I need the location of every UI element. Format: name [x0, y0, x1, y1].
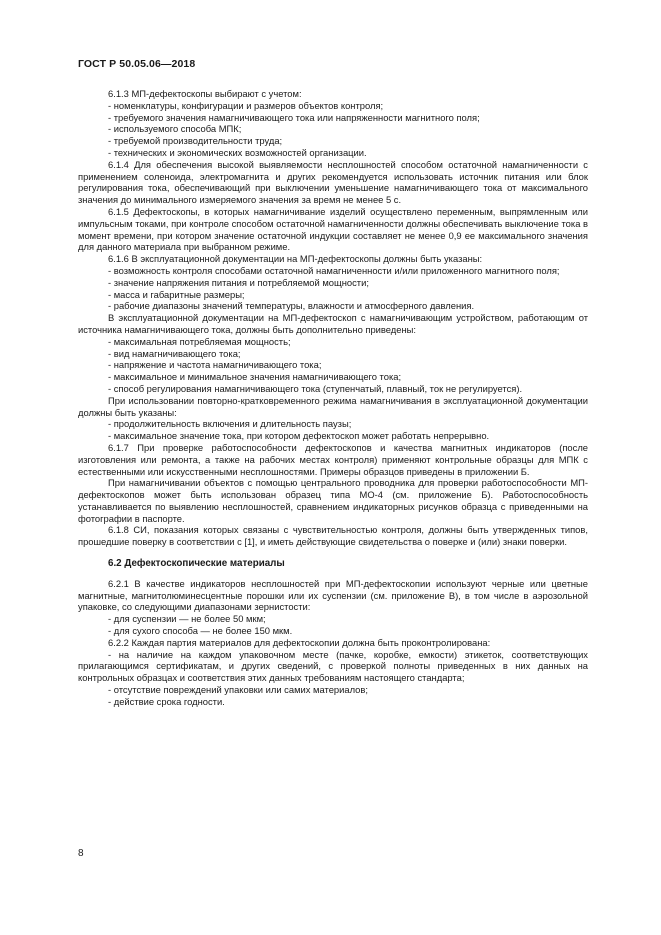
list-item: - для суспензии — не более 50 мкм; [108, 613, 266, 625]
section-6-2-content [78, 578, 588, 708]
list-item: - рабочие диапазоны значений температуры, влажности и атмосферного давления. [108, 300, 475, 312]
list-item: - используемого способа МПК; [108, 123, 242, 135]
list-item: - требуемой производительности труда; [108, 135, 283, 147]
list-item: - масса и габаритные размеры; [108, 288, 245, 300]
list-item: - максимальное значение тока, при котором дефектоскоп может работать непрерывно. [108, 430, 490, 442]
paragraph: 6.2.2 Каждая партия материалов для дефектоскопии должна быть проконтролирована: [108, 636, 491, 648]
list-item: - требуемого значения намагничивающего тока или напряженности магнитного поля; [108, 111, 480, 123]
list-item: - технических и экономических возможностей организации. [108, 146, 367, 158]
list-item: - максимальное и минимальное значения намагничивающего тока; [108, 371, 402, 383]
page-header: ГОСТ Р 50.05.06—2018 [78, 58, 196, 70]
paragraph: 6.1.6 В эксплуатационной документации на МП-дефектоскопы должны быть указаны: [108, 253, 483, 265]
paragraph: 6.1.7 При проверке работоспособности дефектоскопов и качества магнитных индикаторов (после изготовления или ремонта, а также на рабочих местах контроля) применяют контрольные образцы для МПК с естественными или искусственными несплошностями. Примеры образцов приведены в приложении Б. [78, 441, 588, 477]
paragraph: В эксплуатационной документации на МП-дефектоскоп с намагничивающим устройством, работающим от источника намагничивающего тока, должны быть дополнительно приведены: [78, 312, 588, 335]
list-item: - продолжительность включения и длительность паузы; [108, 418, 352, 430]
section-6-1-content [78, 88, 588, 548]
list-item: - действие срока годности. [108, 695, 225, 707]
list-item: - вид намагничивающего тока; [108, 347, 241, 359]
paragraph: 6.1.5 Дефектоскопы, в которых намагничивание изделий осуществлено переменным, выпрямленным или импульсным токами, при контроле способом остаточной намагниченности должны обеспечивать выключение тока в момент времени, при котором значение остаточной индукции составляет не менее 0,9 ее максимального значения для данного материала при выбранном режиме. [78, 205, 588, 253]
section-heading: 6.2 Дефектоскопические материалы [108, 558, 285, 570]
paragraph: 6.1.8 СИ, показания которых связаны с чувствительностью контроля, должны быть утвержденных типов, прошедшие поверку в соответствии с [1], и иметь действующие свидетельства о поверке и (или) знаки поверки. [78, 524, 588, 548]
paragraph: При намагничивании объектов с помощью центрального проводника для проверки работоспособности МП-дефектоскопов может быть использован образец типа МО-4 (см. приложение Б). Работоспособность устанавливается по выявлению несплошностей, сравнением индикаторных рисунков образца с приведенными на фотографии в паспорте. [78, 477, 588, 524]
list-item: - напряжение и частота намагничивающего тока; [108, 359, 322, 371]
list-item: - для сухого способа — не более 150 мкм. [108, 625, 293, 637]
list-item: - отсутствие повреждений упаковки или самих материалов; [108, 684, 368, 696]
paragraph: При использовании повторно-кратковременного режима намагничивания в эксплуатационной документации должны быть указаны: [78, 394, 588, 418]
list-item: - способ регулирования намагничивающего тока (ступенчатый, плавный, ток не регулируется). [108, 382, 523, 394]
list-item: - возможность контроля способами остаточной намагниченности и/или приложенного магнитного поля; [108, 264, 560, 276]
paragraph: 6.1.3 МП-дефектоскопы выбирают с учетом: [108, 88, 302, 99]
list-item: - номенклатуры, конфигурации и размеров объектов контроля; [108, 99, 384, 111]
list-item: - максимальная потребляемая мощность; [108, 335, 291, 347]
list-item: - значение напряжения питания и потребляемой мощности; [108, 276, 369, 288]
list-item: - на наличие на каждом упаковочном месте (пачке, коробке, емкости) этикеток, соответствующих прилагающимся сертификатам, и других сведений, с проверкой полноты приведенных в них данных на контрольных образцах и соответствия этих данных требованиям настоящего стандарта; [78, 648, 588, 684]
page-number: 8 [78, 848, 84, 859]
paragraph: 6.2.1 В качестве индикаторов несплошностей при МП-дефектоскопии используют черные или цветные магнитные, магнитолюминесцентные порошки или их суспензии (см. приложение В), в том числе в аэрозольной упаковке, со следующими диапазонами зернистости: [78, 577, 588, 613]
paragraph: 6.1.4 Для обеспечения высокой выявляемости несплошностей способом остаточной намагниченности с применением соленоида, электромагнита и других рекомендуется использовать источник питания или блок регулирования тока, обеспечивающий при выключении уменьшение намагничивающего тока от максимального значения до минимального измеряемого значения за время не менее 5 с. [78, 158, 588, 206]
document-body [78, 88, 588, 708]
